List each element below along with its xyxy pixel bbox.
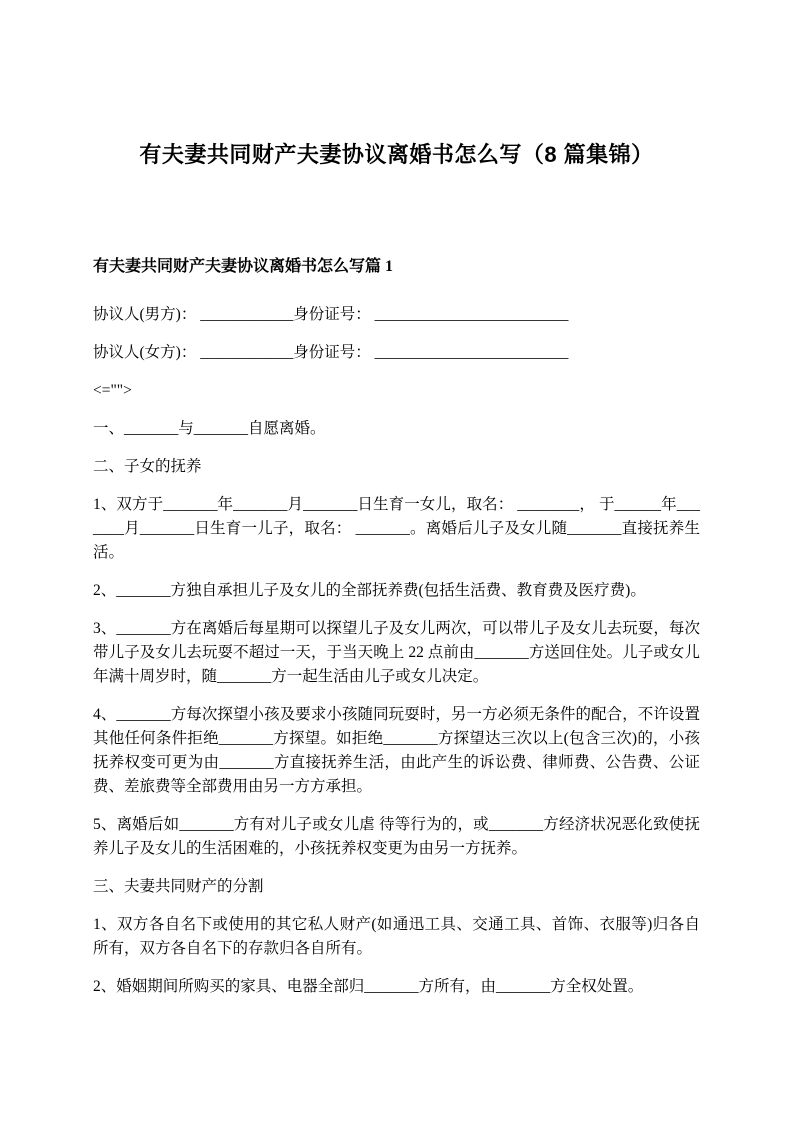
page-title: 有夫妻共同财产夫妻协议离婚书怎么写（8 篇集锦） [139, 142, 654, 167]
html-fragment-text: <=""> [93, 382, 132, 399]
clause-property-2: 2、婚姻期间所购买的家具、电器全部归_______方所有，由_______方全权处置。 [93, 978, 644, 995]
clause-custody-4: 4、_______方每次探望小孩及要求小孩随同玩耍时，另一方必须无条件的配合，不许设置其他任何条件拒绝_______方探望。如拒绝_______方探望达三次以上(包含三次)的，小孩抚养权变可更为由_______方直接抚养生活，由此产生的诉讼费、律师费、公告费、公证费、差旅费等全部费用由另一方方承担。 [93, 706, 700, 795]
clause-voluntary-divorce: 一、_______与_______自愿离婚。 [93, 420, 326, 437]
clause-custody-2: 2、_______方独自承担儿子及女儿的全部抚养费(包括生活费、教育费及医疗费)。 [93, 582, 646, 599]
section-heading-part-1: 有夫妻共同财产夫妻协议离婚书怎么写篇 1 [93, 258, 394, 275]
clause-custody-5: 5、离婚后如_______方有对儿子或女儿虐 待等行为的，或_______方经济状况恶化致使抚养儿子及女儿的生活困难的，小孩抚养权变更为由另一方抚养。 [93, 816, 700, 857]
party-male-line: 协议人(男方)： ____________身份证号： _________________________ [93, 306, 569, 323]
clause-custody-3: 3、_______方在离婚后每星期可以探望儿子及女儿两次，可以带儿子及女儿去玩耍，每次带儿子及女儿去玩耍不超过一天，于当天晚上 22 点前由_______方送回住处。儿子或女儿年满十周岁时，随_______方一起生活由儿子或女儿决定。 [93, 620, 700, 685]
clause-property-1: 1、双方各自名下或使用的其它私人财产(如通迅工具、交通工具、首饰、衣服等)归各自所有，双方各自名下的存款归各自所有。 [93, 916, 700, 957]
section-property-division: 三、夫妻共同财产的分割 [93, 878, 264, 895]
party-female-line: 协议人(女方)： ____________身份证号： _________________________ [93, 344, 569, 361]
section-child-custody: 二、子女的抚养 [93, 458, 202, 475]
clause-custody-1: 1、双方于_______年_______月_______日生育一女儿，取名： ________， 于______年_______月_______日生育一儿子，取名： _______。离婚后儿子及女儿随_______直接抚养生活。 [93, 496, 700, 561]
